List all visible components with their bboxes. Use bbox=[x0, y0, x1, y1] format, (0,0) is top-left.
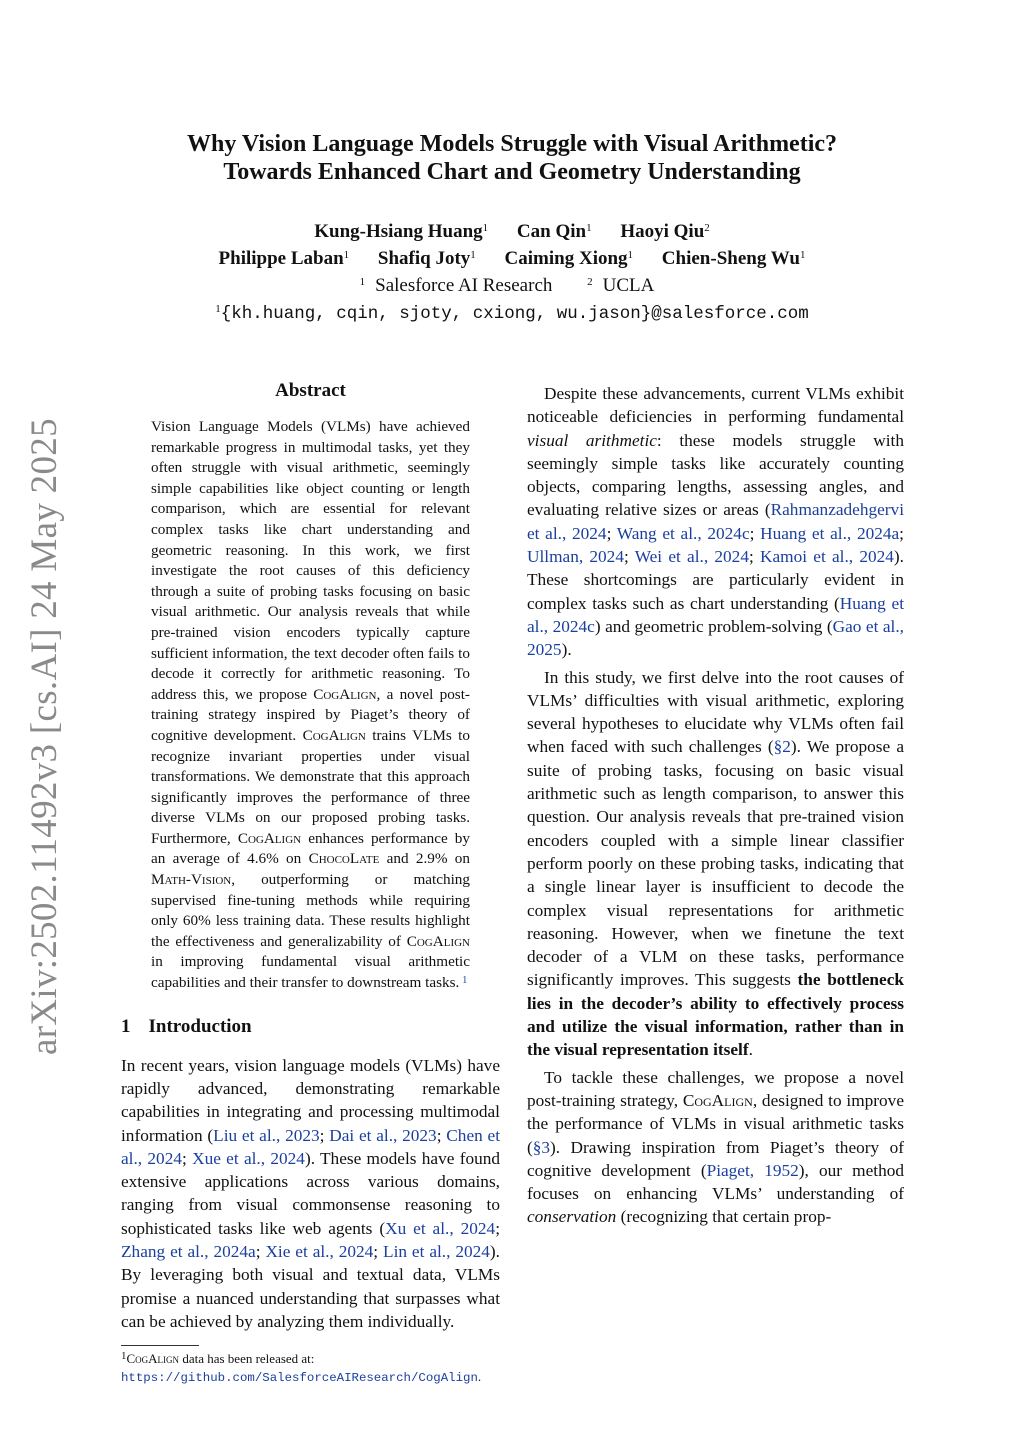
paper-title bbox=[120, 130, 904, 186]
citation-link[interactable]: Lin et al., 2024 bbox=[383, 1242, 490, 1261]
citation-link[interactable]: Dai et al., 2023 bbox=[329, 1125, 437, 1145]
dataset-name: Math-Vision bbox=[151, 871, 232, 889]
citation-link[interactable]: Piaget, 1952 bbox=[706, 1160, 799, 1180]
arxiv-identifier: arXiv:2502.11492v3 [cs.AI] 24 May 2025 bbox=[24, 418, 65, 1055]
author-name: Chien-Sheng Wu$^1$ bbox=[661, 248, 806, 269]
citation-link[interactable]: Xue et al., 2024 bbox=[192, 1148, 305, 1168]
footnote: $^1$CogAlign data has been released at: https://github.com/SalesforceAIResearch/CogAlign. bbox=[121, 1350, 482, 1386]
repository-link[interactable]: https://github.com/SalesforceAIResearch/CogAlign bbox=[121, 1371, 478, 1386]
author-name: Kung-Hsiang Huang$^1$ bbox=[314, 221, 489, 242]
citation-link[interactable]: Zhang et al., 2024a bbox=[121, 1242, 256, 1261]
citation-link[interactable]: Wang et al., 2024c bbox=[616, 523, 750, 543]
citation-link[interactable]: Wei et al., 2024 bbox=[634, 547, 749, 567]
author-name: Can Qin$^1$ bbox=[516, 221, 592, 242]
footnote-divider bbox=[121, 1345, 199, 1346]
email-addresses[interactable]: {kh.huang, cqin, sjoty, cxiong, wu.jason}@salesforce.com bbox=[220, 304, 809, 324]
method-name: CogAlign bbox=[302, 726, 366, 744]
citation-link[interactable]: Chen et al., 2024 bbox=[121, 1125, 501, 1168]
method-name: CogAlign bbox=[313, 685, 377, 703]
citation-link[interactable]: Huang et al., 2024a bbox=[760, 523, 900, 543]
affiliation: $^1$ Salesforce AI Research bbox=[359, 275, 553, 296]
title-line-2: Towards Enhanced Chart and Geometry Understanding bbox=[223, 159, 801, 185]
author-name: Philippe Laban$^1$ bbox=[218, 248, 350, 269]
author-row-1 bbox=[120, 218, 904, 245]
abstract-body: Vision Language Models (VLMs) have achieved remarkable progress in multimodal tasks, yet they often struggle with visual arithmetic, seemingly simple capabilities like object counting or length comparison, which are essential for relevant complex tasks like chart understanding and geometric reasoning. In this work, we first investigate the root causes of this deficiency through a suite of probing tasks focusing on basic visual arithmetic. Our analysis reveals that while pre-trained vision encoders typically capture sufficient information, the text decoder often fails to decode it correctly for arithmetic reasoning. To address this, we propose CogAlign, a novel post-training strategy inspired by Piaget’s theory of cognitive development. CogAlign trains VLMs to recognize invariant properties under visual transformations. We demonstrate that this approach significantly improves the performance of three diverse VLMs on our proposed probing tasks. Furthermore, CogAlign enhances performance by an average of 4.6% on ChocoLate and 2.9% on Math-Vision, outperforming or matching supervised fine-tuning methods while requiring only 60% less training data. These results highlight the effectiveness and generalizability of CogAlign in improving fundamental visual arithmetic capabilities and their transfer to downstream tasks. $^1$ bbox=[151, 418, 470, 992]
intro-paragraph-4: To tackle these challenges, we propose a novel post-training strategy, CogAlign, designed to improve the performance of VLMs in visual arithmetic tasks (§3). Drawing inspiration from Piaget’s theory of cognitive development (Piaget, 1952), our method focuses on enhancing VLMs’ understanding of conservation (recognizing that certain prop- bbox=[527, 1067, 904, 1227]
citation-link[interactable]: Xie et al., 2024 bbox=[265, 1242, 374, 1261]
citation-link[interactable]: Xu et al., 2024 bbox=[385, 1218, 496, 1238]
author-name: Haoyi Qiu$^2$ bbox=[620, 221, 710, 242]
method-name: CogAlign bbox=[126, 1351, 180, 1367]
citation-link[interactable]: Huang et al., 2024c bbox=[527, 593, 904, 636]
citation-link[interactable]: Gao et al., 2025 bbox=[527, 616, 904, 660]
intro-paragraph-2: Despite these advancements, current VLMs exhibit noticeable deficiencies in performing fundamental visual arithmetic: these models struggle with seemingly simple tasks like accurately counting objects, comparing lengths, assessing angles, and evaluating relative sizes or areas (Rahmanzadehgervi et al., 2024; Wang et al., 2024c; Huang et al., 2024a; Ullman, 2024; Wei et al., 2024; Kamoi et al., 2024). These shortcomings are particularly evident in complex tasks such as chart understanding (Huang et al., 2024c) and geometric problem-solving (Gao et al., 2025). bbox=[527, 384, 904, 660]
abstract-heading: Abstract bbox=[275, 380, 346, 401]
key-finding: the bottleneck lies in the decoder’s ability to effectively process and utilize the visual information, rather than in the visual representation itself bbox=[527, 970, 904, 1060]
email-line: $^1${kh.huang, cqin, sjoty, cxiong, wu.jason}@salesforce.com bbox=[215, 303, 809, 324]
intro-paragraph-3: In this study, we first delve into the root causes of VLMs’ difficulties with visual arithmetic, exploring several hypotheses to elucidate why VLMs often fail when faced with such challenges (§2). We propose a suite of probing tasks, focusing on basic visual arithmetic such as length comparison, to answer this question. Our analysis reveals that pre-trained vision encoders coupled with a simple linear classifier perform poorly on these probing tasks, indicating that a single linear layer is insufficient to decode the complex visual representations for arithmetic reasoning. However, when we finetune the text decoder of a VLM on these tasks, performance significantly improves. This suggests the bottleneck lies in the decoder’s ability to effectively process and utilize the visual information, rather than in the visual representation itself. bbox=[527, 667, 904, 1060]
citation-link[interactable]: Ullman, 2024 bbox=[527, 547, 624, 567]
left-column bbox=[121, 378, 500, 1387]
author-row-2 bbox=[120, 245, 904, 272]
author-block bbox=[120, 218, 904, 328]
method-name: CogAlign bbox=[682, 1090, 753, 1110]
section-reference-link[interactable]: §2 bbox=[773, 737, 791, 757]
dataset-name: ChocoLate bbox=[308, 850, 380, 868]
section-heading-introduction: 1 Introduction bbox=[121, 1015, 252, 1037]
citation-link[interactable]: Rahmanzadehgervi et al., 2024 bbox=[527, 500, 904, 543]
footnote-link[interactable]: 1 bbox=[462, 975, 468, 987]
title-line-1: Why Vision Language Models Struggle with Visual Arithmetic? bbox=[186, 131, 838, 157]
method-name: CogAlign bbox=[406, 932, 470, 950]
citation-link[interactable]: Liu et al., 2023 bbox=[213, 1125, 320, 1145]
citation-link[interactable]: Kamoi et al., 2024 bbox=[760, 547, 894, 567]
method-name: CogAlign bbox=[237, 829, 302, 847]
author-name: Shafiq Joty$^1$ bbox=[377, 248, 476, 269]
section-reference-link[interactable]: §3 bbox=[532, 1137, 551, 1157]
intro-paragraph-1: In recent years, vision language models (VLMs) have rapidly advanced, demonstrating remarkable capabilities in integrating and processing multimodal information (Liu et al., 2023; Dai et al., 2023; Chen et al., 2024; Xue et al., 2024). These models have found extensive applications across various domains, ranging from visual commonsense reasoning to sophisticated tasks like web agents (Xu et al., 2024; Zhang et al., 2024a; Xie et al., 2024; Lin et al., 2024). By leveraging both visual and textual data, VLMs promise a nuanced understanding that surpasses what can be achieved by analyzing them individually. bbox=[121, 1055, 501, 1331]
intro-continuation bbox=[527, 382, 904, 1229]
affiliation: $^2$ UCLA bbox=[587, 275, 655, 296]
author-name: Caiming Xiong$^1$ bbox=[504, 248, 634, 269]
affiliations bbox=[120, 272, 904, 299]
right-column bbox=[527, 378, 904, 1229]
